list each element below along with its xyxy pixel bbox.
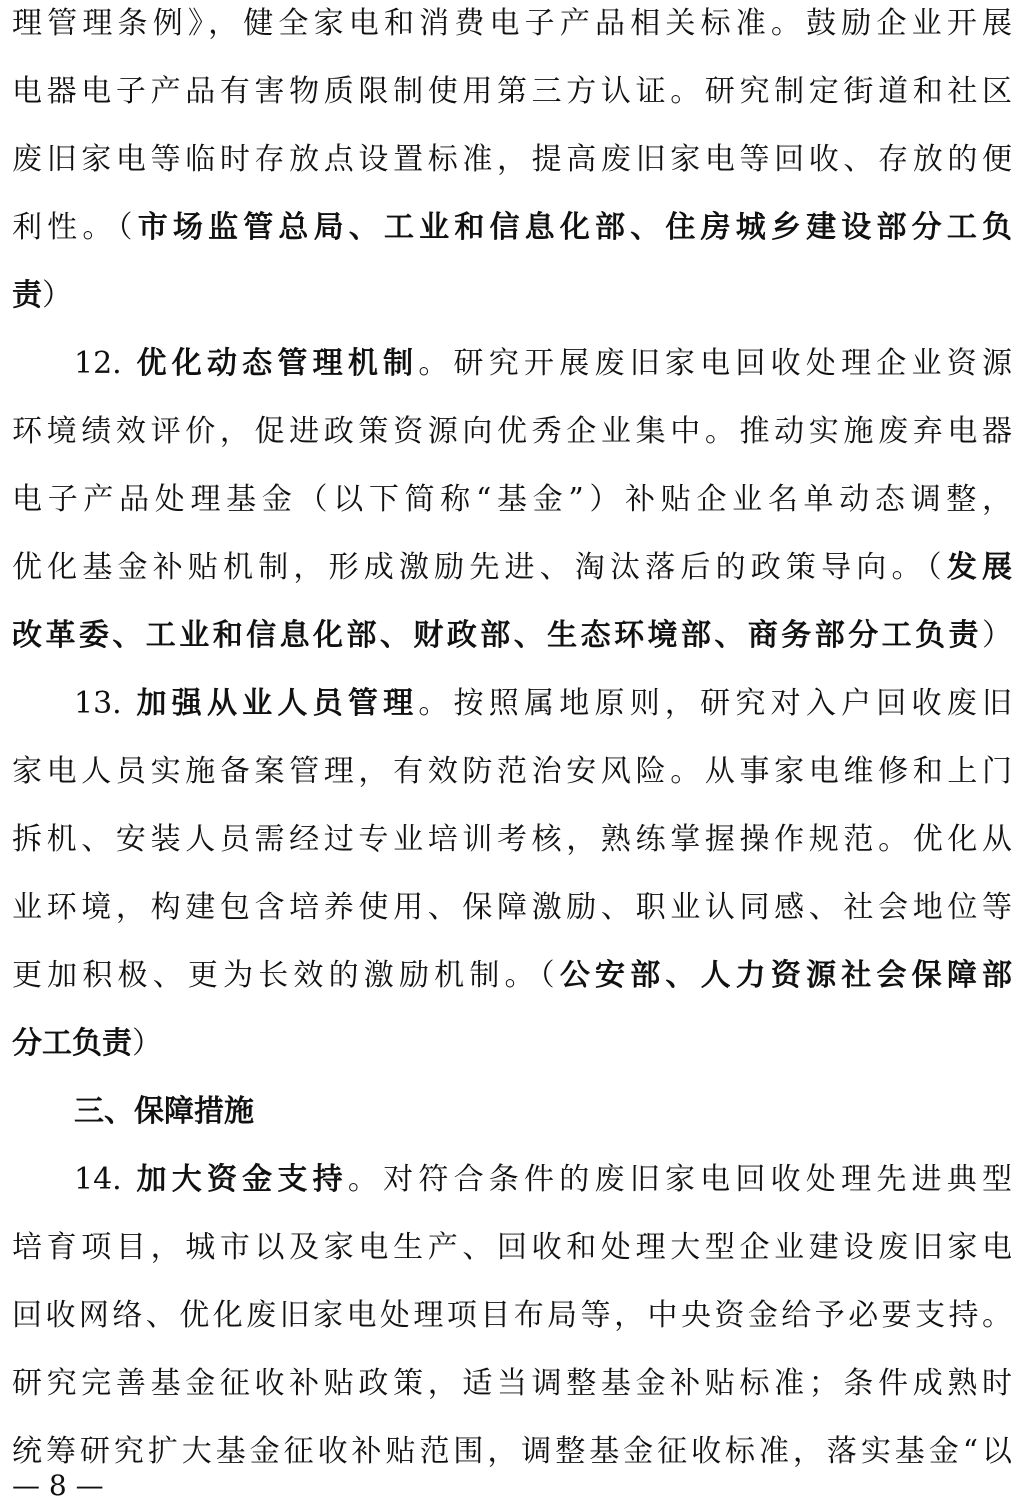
text-run: 。研究开展废旧家电回收处理企业资源 bbox=[418, 346, 1012, 381]
text-line-22: 统筹研究扩大基金征收补贴范围，调整基金征收标准，落实基金“以 bbox=[12, 1434, 1012, 1469]
item-14-heading-line bbox=[74, 1160, 1012, 1200]
text-line-8: 电子产品处理基金（以下简称“基金”）补贴企业名单动态调整， bbox=[12, 482, 1012, 517]
responsible-departments: 分工负责 bbox=[12, 1026, 132, 1061]
item-number: 14. bbox=[74, 1162, 122, 1197]
text-line-19: 培育项目，城市以及家电生产、回收和处理大型企业建设废旧家电 bbox=[12, 1230, 1012, 1265]
text-line-16 bbox=[12, 1024, 1012, 1064]
item-title: 加大资金支持 bbox=[136, 1162, 348, 1197]
text-run: 。按照属地原则，研究对入户回收废旧 bbox=[418, 686, 1012, 721]
item-title: 优化动态管理机制 bbox=[136, 346, 419, 381]
item-12-heading-line bbox=[74, 344, 1012, 384]
text-line-12: 家电人员实施备案管理，有效防范治安风险。从事家电维修和上门 bbox=[12, 754, 1012, 789]
text-run: 更加积极、更为长效的激励机制。（ bbox=[12, 958, 560, 993]
page-number: — 8 — bbox=[12, 1469, 104, 1502]
text-line-3: 废旧家电等临时存放点设置标准，提高废旧家电等回收、存放的便 bbox=[12, 142, 1012, 177]
responsible-departments: 公安部、人力资源社会保障部 bbox=[559, 958, 1012, 993]
text-line-4 bbox=[12, 208, 1012, 248]
text-run: ） bbox=[132, 1026, 162, 1061]
responsible-departments: 市场监管总局、工业和信息化部、住房城乡建设部分工负 bbox=[137, 210, 1012, 245]
item-13-heading-line bbox=[74, 684, 1012, 724]
text-line-10 bbox=[12, 616, 1012, 656]
text-line-2: 电器电子产品有害物质限制使用第三方认证。研究制定街道和社区 bbox=[12, 74, 1012, 109]
text-line-7: 环境绩效评价，促进政策资源向优秀企业集中。推动实施废弃电器 bbox=[12, 414, 1012, 449]
text-line-15 bbox=[12, 956, 1012, 996]
responsible-departments: 发展 bbox=[946, 550, 1012, 585]
text-run: 。对符合条件的废旧家电回收处理先进典型 bbox=[347, 1162, 1012, 1197]
item-number: 13. bbox=[74, 686, 122, 721]
text-line-21: 研究完善基金征收补贴政策，适当调整基金补贴标准；条件成熟时 bbox=[12, 1366, 1012, 1401]
item-title: 加强从业人员管理 bbox=[136, 686, 419, 721]
responsible-departments: 责 bbox=[12, 278, 42, 313]
text-line-9 bbox=[12, 548, 1012, 588]
text-run: ） bbox=[42, 278, 72, 313]
text-run: ） bbox=[982, 618, 1012, 653]
text-run: 优化基金补贴机制，形成激励先进、淘汰落后的政策导向。（ bbox=[12, 550, 947, 585]
text-line-13: 拆机、安装人员需经过专业培训考核，熟练掌握操作规范。优化从 bbox=[12, 822, 1012, 857]
text-line-1: 理管理条例》，健全家电和消费电子产品相关标准。鼓励企业开展 bbox=[12, 6, 1012, 41]
text-run: 利性。（ bbox=[12, 210, 138, 245]
section-heading: 三、保障措施 bbox=[74, 1094, 254, 1129]
text-line-20: 回收网络、优化废旧家电处理项目布局等，中央资金给予必要支持。 bbox=[12, 1298, 1012, 1333]
responsible-departments: 改革委、工业和信息化部、财政部、生态环境部、商务部分工负责 bbox=[12, 618, 982, 653]
item-number: 12. bbox=[74, 346, 122, 381]
text-line-14: 业环境，构建包含培养使用、保障激励、职业认同感、社会地位等 bbox=[12, 890, 1012, 925]
text-line-5 bbox=[12, 276, 1012, 316]
